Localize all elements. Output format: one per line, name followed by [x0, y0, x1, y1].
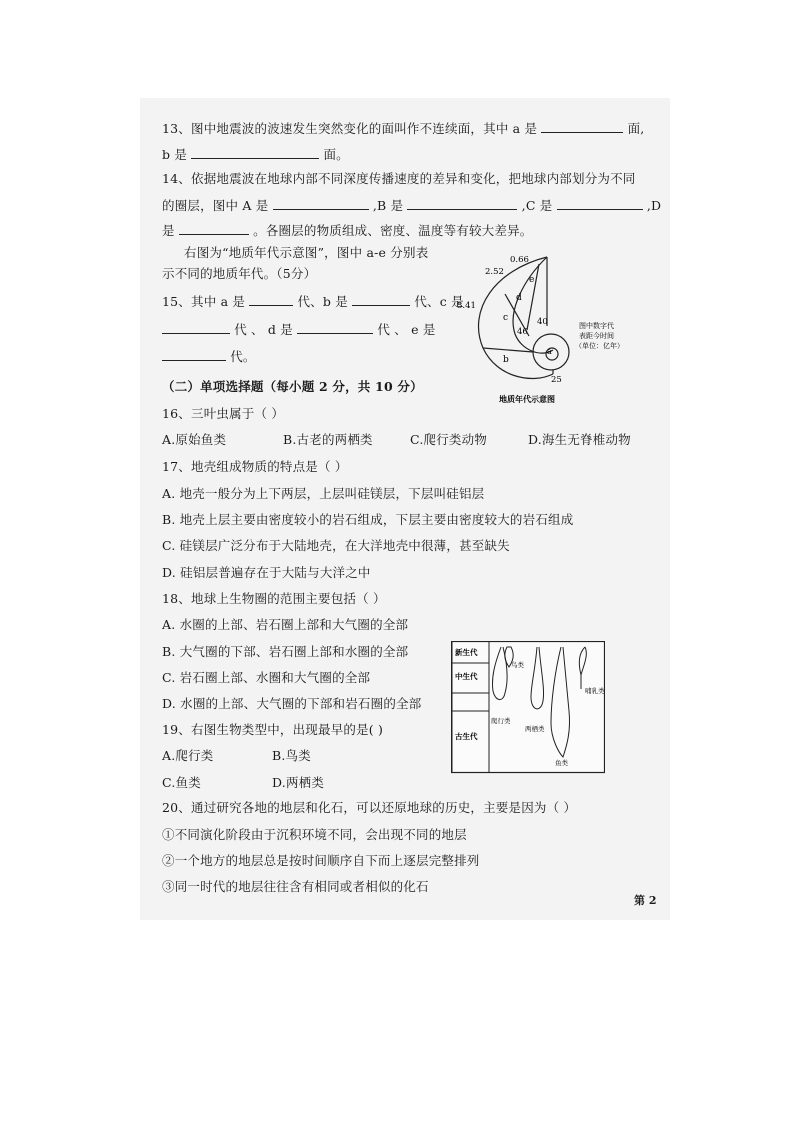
q16-option-c[interactable]: C.爬行类动物	[410, 432, 487, 447]
spiral-num-0-66: 0.66	[510, 255, 529, 265]
q14-blank-c[interactable]	[557, 197, 643, 210]
q13-blank-b[interactable]	[191, 146, 319, 159]
spiral-note-2: 表距今时间	[579, 332, 614, 340]
spiral-num-5-41: 5.41	[457, 301, 476, 311]
intro-line1: 右图为“地质年代示意图”，图中 a-e 分别表	[184, 245, 429, 260]
spiral-num-46: 46	[517, 327, 528, 337]
q19-option-a[interactable]: A.爬行类	[162, 748, 214, 763]
era-mesozoic: 中生代	[455, 672, 478, 681]
evo-label-fish: 鱼类	[555, 759, 568, 767]
spiral-note-1: 图中数字代	[579, 322, 614, 330]
q17-option-c[interactable]: C. 硅镁层广泛分布于大陆地壳，在大洋地壳中很薄，甚至缺失	[162, 538, 510, 553]
q16-option-a[interactable]: A.原始鱼类	[162, 432, 227, 447]
spiral-letter-b: b	[503, 355, 509, 365]
evo-label-reptile: 爬行类	[491, 717, 511, 725]
geologic-time-spiral-figure	[455, 250, 635, 410]
q15-blank-b[interactable]	[352, 293, 410, 306]
q20-item-3: ③同一时代的地层往往含有相同或者相似的化石	[162, 879, 429, 894]
q18-option-c[interactable]: C. 岩石圈上部、水圈和大气圈的全部	[162, 670, 371, 685]
q18-option-d[interactable]: D. 水圈的上部、大气圈的下部和岩石圈的全部	[162, 696, 422, 711]
spiral-caption: 地质年代示意图	[499, 394, 555, 404]
q20-item-2: ②一个地方的地层总是按时间顺序自下而上逐层完整排列	[162, 853, 480, 868]
q17-option-d[interactable]: D. 硅铝层普遍存在于大陆与大洋之中	[162, 565, 371, 580]
q14-line1: 14、依据地震波在地球内部不同深度传播速度的差异和变化，把地球内部划分为不同	[162, 171, 636, 186]
q18-option-b[interactable]: B. 大气圈的下部、岩石圈上部和水圈的全部	[162, 644, 409, 659]
q14-blank-d[interactable]	[179, 222, 249, 235]
q16-stem: 16、三叶虫属于（ ）	[162, 406, 285, 421]
evo-label-mammal: 哺乳类	[585, 687, 605, 695]
spiral-letter-c: c	[503, 313, 509, 323]
q17-option-a[interactable]: A. 地壳一般分为上下两层，上层叫硅镁层，下层叫硅铝层	[162, 486, 485, 501]
spiral-num-25: 25	[551, 375, 562, 385]
page-number-mark: 第 2	[634, 894, 657, 907]
q17-option-b[interactable]: B. 地壳上层主要由密度较小的岩石组成，下层主要由密度较大的岩石组成	[162, 512, 574, 527]
spiral-num-40: 40	[537, 317, 548, 327]
era-paleozoic: 古生代	[455, 732, 478, 741]
q19-option-c[interactable]: C.鱼类	[162, 775, 201, 790]
q13-line1: 13、图中地震波的波速发生突然变化的面叫作不连续面，其中 a 是 面,	[162, 121, 645, 136]
q19-option-d[interactable]: D.两栖类	[272, 775, 325, 790]
q18-stem: 18、地球上生物圈的范围主要包括（ ）	[162, 591, 386, 606]
q17-stem: 17、地壳组成物质的特点是（ ）	[162, 459, 348, 474]
q16-option-b[interactable]: B.古老的两栖类	[283, 432, 373, 447]
q20-item-1: ①不同演化阶段由于沉积环境不同，会出现不同的地层	[162, 827, 467, 842]
q19-stem: 19、右图生物类型中，出现最早的是( )	[162, 722, 384, 737]
spiral-note-3: （单位：亿年）	[575, 342, 624, 350]
q15-blank-c[interactable]	[162, 321, 230, 334]
q14-blank-a[interactable]	[273, 197, 369, 210]
q15-blank-a[interactable]	[249, 293, 293, 306]
q14-line2: 的圈层，图中 A 是 ,B 是 ,C 是 ,D	[162, 198, 662, 213]
q15-line2: 代 、 d 是 代 、 e 是	[162, 321, 436, 338]
intro-line2: 示不同的地质年代。（5分）	[162, 266, 317, 281]
q14-line3: 是 。各圈层的物质组成、密度、温度等有较大差异。	[162, 223, 533, 238]
evo-label-amphibian: 两栖类	[525, 725, 545, 733]
q15-line1: 15、其中 a 是 代、b 是 代、c 是	[162, 294, 464, 309]
spiral-letter-e: e	[529, 275, 535, 285]
evo-label-bird: 鸟类	[511, 661, 524, 669]
q16-option-d[interactable]: D.海生无脊椎动物	[528, 432, 631, 447]
organism-evolution-figure	[451, 641, 605, 774]
q13-line2: b 是 面。	[162, 147, 349, 162]
section2-heading: （二）单项选择题（每小题 2 分，共 10 分）	[162, 379, 423, 394]
q15-blank-d[interactable]	[297, 321, 373, 334]
era-cenozoic: 新生代	[455, 648, 478, 657]
q15-line3: 代。	[162, 348, 256, 365]
spiral-letter-d: d	[516, 293, 522, 303]
q20-stem: 20、通过研究各地的地层和化石，可以还原地球的历史，主要是因为（ ）	[162, 800, 577, 815]
q18-option-a[interactable]: A. 水圈的上部、岩石圈上部和大气圈的全部	[162, 617, 409, 632]
q13-blank-a[interactable]	[541, 120, 623, 133]
q14-blank-b[interactable]	[407, 197, 517, 210]
spiral-letter-a: a	[547, 347, 552, 356]
q15-blank-e[interactable]	[162, 348, 226, 361]
q19-option-b[interactable]: B.鸟类	[272, 748, 311, 763]
spiral-num-2-52: 2.52	[485, 267, 504, 277]
